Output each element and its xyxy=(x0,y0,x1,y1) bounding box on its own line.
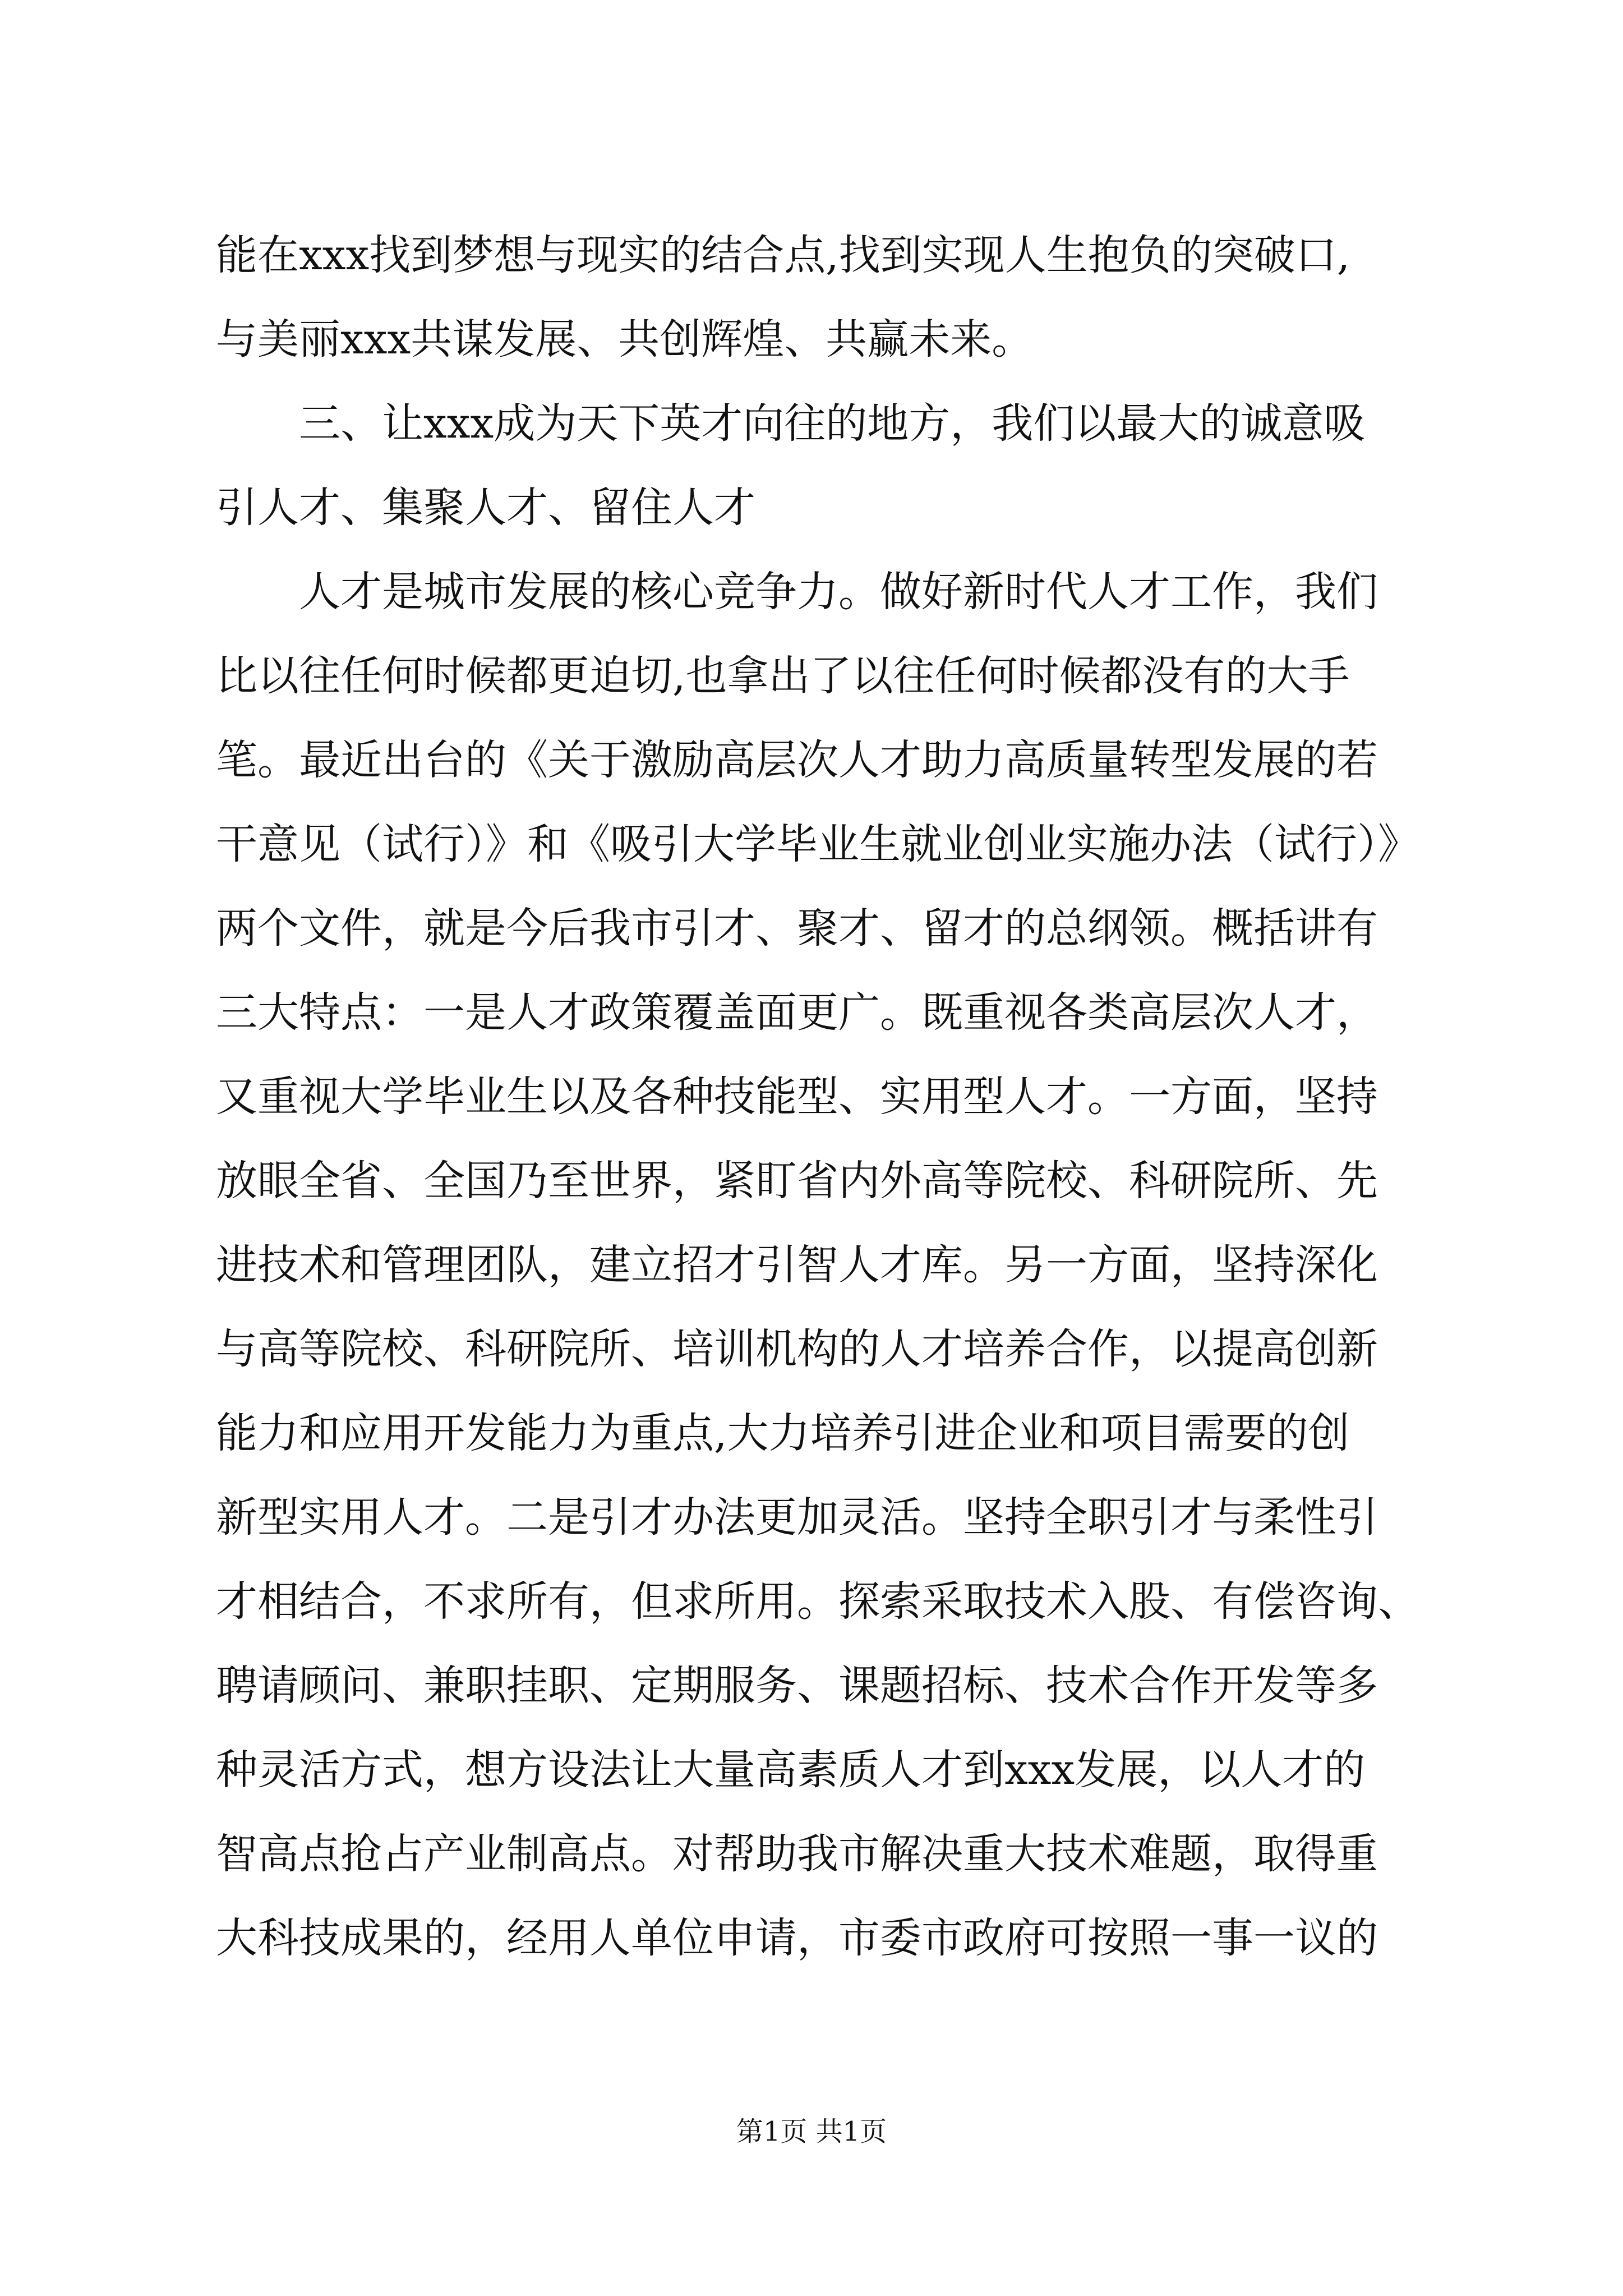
text-line: 又重视大学毕业生以及各种技能型、实用型人才。一方面，坚持 xyxy=(216,1073,1378,1121)
text-line: 两个文件，就是今后我市引才、聚才、留才的总纲领。概括讲有 xyxy=(216,904,1378,953)
text-line: 能力和应用开发能力为重点,大力培养引进企业和项目需要的创 xyxy=(216,1409,1350,1457)
text-line: 新型实用人才。二是引才办法更加灵活。坚持全职引才与柔性引 xyxy=(216,1493,1378,1542)
text-line: 比以往任何时候都更迫切,也拿出了以往任何时候都没有的大手 xyxy=(216,652,1350,700)
text-line: 进技术和管理团队，建立招才引智人才库。另一方面，坚持深化 xyxy=(216,1241,1378,1289)
page-number-footer: 第1页 共1页 xyxy=(736,2116,887,2147)
text-line: 干意见（试行）》和《吸引大学毕业生就业创业实施办法（试行）》 xyxy=(216,820,1419,868)
section-heading-line: 引人才、集聚人才、留住人才 xyxy=(216,484,755,532)
text-line: 智高点抢占产业制高点。对帮助我市解决重大技术难题，取得重 xyxy=(216,1830,1378,1878)
text-line: 大科技成果的，经用人单位申请，市委市政府可按照一事一议的 xyxy=(216,1914,1378,1962)
paragraph-start-line: 人才是城市发展的核心竞争力。做好新时代人才工作，我们 xyxy=(299,568,1378,616)
document-body xyxy=(216,213,1478,1980)
text-line: 聘请顾问、兼职挂职、定期服务、课题招标、技术合作开发等多 xyxy=(216,1662,1378,1710)
text-line: 才相结合，不求所有，但求所用。探索采取技术入股、有偿咨询、 xyxy=(216,1577,1419,1626)
section-heading-line: 三、让xxx成为天下英才向往的地方，我们以最大的诚意吸 xyxy=(299,399,1366,448)
text-line: 三大特点：一是人才政策覆盖面更广。既重视各类高层次人才， xyxy=(216,988,1378,1037)
text-line: 与美丽xxx共谋发展、共创辉煌、共赢未来。 xyxy=(216,315,1034,364)
text-line: 笔。最近出台的《关于激励高层次人才助力高质量转型发展的若 xyxy=(216,736,1378,784)
text-line: 与高等院校、科研院所、培训机构的人才培养合作，以提高创新 xyxy=(216,1325,1378,1373)
text-line: 能在xxx找到梦想与现实的结合点,找到实现人生抱负的突破口, xyxy=(216,231,1350,279)
text-line: 种灵活方式，想方设法让大量高素质人才到xxx发展，以人才的 xyxy=(216,1746,1366,1794)
text-line: 放眼全省、全国乃至世界，紧盯省内外高等院校、科研院所、先 xyxy=(216,1157,1378,1205)
